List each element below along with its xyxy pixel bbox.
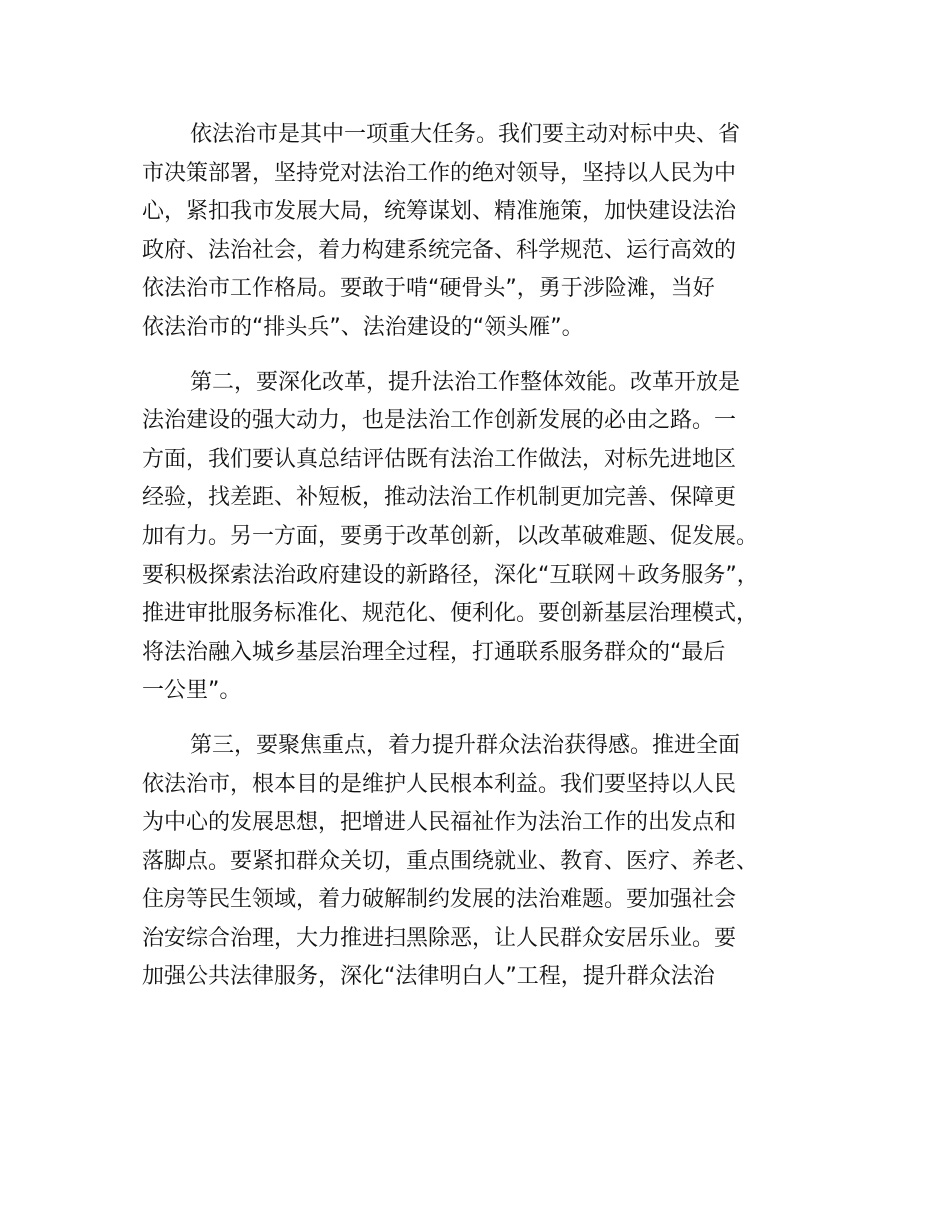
paragraph-line: 第三，要聚焦重点，着力提升群众法治获得感。推进全面 bbox=[190, 732, 741, 758]
paragraph-spacer bbox=[142, 711, 832, 727]
paragraph-1 bbox=[142, 116, 832, 348]
paragraph-line: 推进审批服务标准化、规范化、便利化。要创新基层治理模式， bbox=[142, 601, 759, 627]
paragraph-line: 落脚点。要紧扣群众关切，重点围绕就业、教育、医疗、养老、 bbox=[142, 848, 759, 874]
paragraph-line: 依法治市，根本目的是维护人民根本利益。我们要坚持以人民 bbox=[142, 771, 737, 797]
paragraph-2 bbox=[142, 364, 832, 711]
paragraph-line: 为中心的发展思想，把增进人民福祉作为法治工作的出发点和 bbox=[142, 810, 737, 836]
paragraph-line: 法治建设的强大动力，也是法治工作创新发展的必由之路。一 bbox=[142, 408, 737, 434]
paragraph-line: 依法治市的“排头兵”、法治建设的“领头雁”。 bbox=[142, 314, 584, 340]
paragraph-line: 要积极探索法治政府建设的新路径，深化“互联网＋政务服务”， bbox=[142, 562, 759, 588]
paragraph-line: 依法治市工作格局。要敢于啃“硬骨头”，勇于涉险滩，当好 bbox=[142, 276, 715, 302]
document-body bbox=[142, 116, 832, 997]
paragraph-line: 依法治市是其中一项重大任务。我们要主动对标中央、省 bbox=[190, 122, 741, 147]
paragraph-spacer bbox=[142, 348, 832, 364]
paragraph-line: 住房等民生领域，着力破解制约发展的法治难题。要加强社会 bbox=[142, 887, 737, 913]
paragraph-line: 第二，要深化改革，提升法治工作整体效能。改革开放是 bbox=[190, 369, 741, 395]
paragraph-line: 一公里”。 bbox=[142, 678, 242, 704]
paragraph-line: 将法治融入城乡基层治理全过程，打通联系服务群众的“最后 bbox=[142, 639, 726, 665]
paragraph-line: 加有力。另一方面，要勇于改革创新，以改革破难题、促发展。 bbox=[142, 523, 759, 549]
paragraph-line: 心，紧扣我市发展大局，统筹谋划、精准施策，加快建设法治 bbox=[142, 199, 737, 225]
paragraph-3 bbox=[142, 727, 832, 997]
paragraph-line: 加强公共法律服务，深化“法律明白人”工程，提升群众法治 bbox=[142, 964, 715, 990]
paragraph-line: 经验，找差距、补短板，推动法治工作机制更加完善、保障更 bbox=[142, 485, 737, 511]
paragraph-line: 方面，我们要认真总结评估既有法治工作做法，对标先进地区 bbox=[142, 446, 737, 472]
paragraph-line: 市决策部署，坚持党对法治工作的绝对领导，坚持以人民为中 bbox=[142, 160, 737, 186]
paragraph-line: 治安综合治理，大力推进扫黑除恶，让人民群众安居乐业。要 bbox=[142, 925, 737, 951]
paragraph-line: 政府、法治社会，着力构建系统完备、科学规范、运行高效的 bbox=[142, 237, 737, 263]
